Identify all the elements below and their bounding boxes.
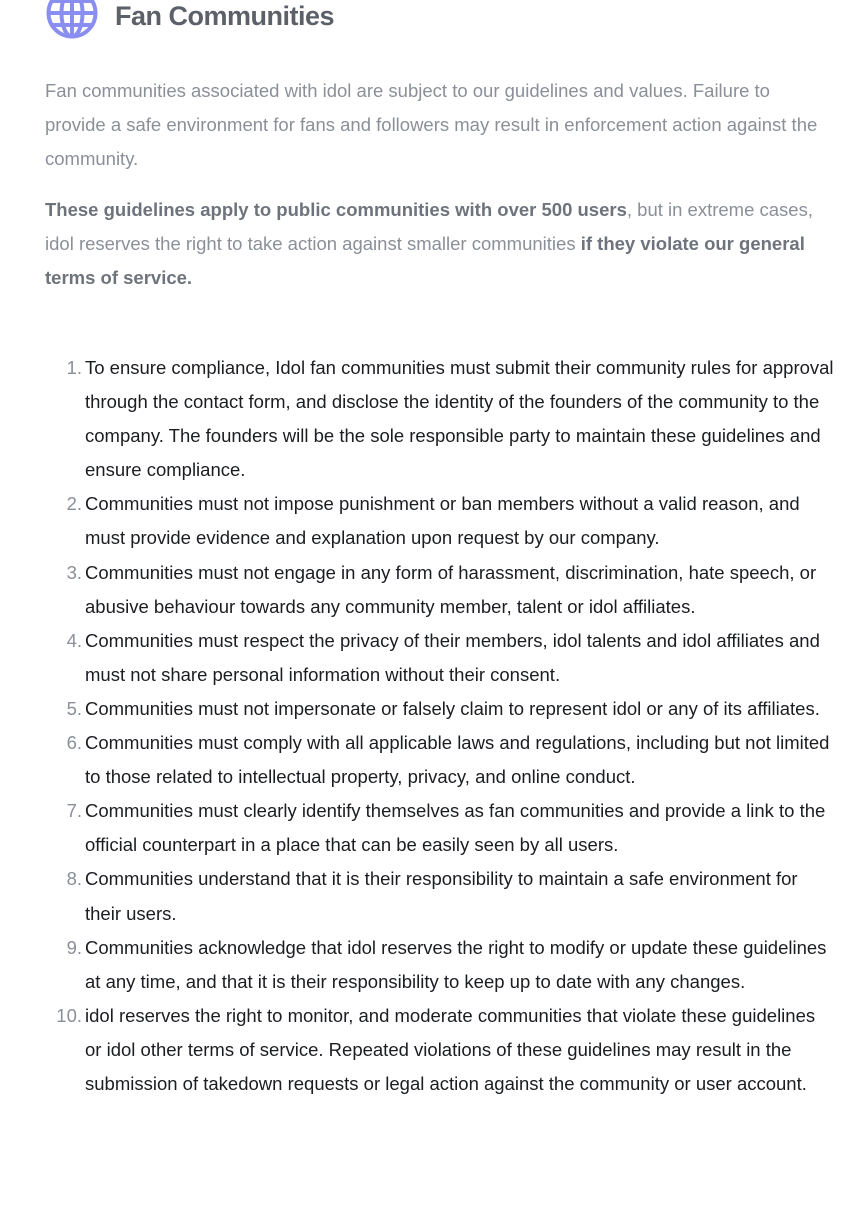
list-item	[0, 556, 864, 624]
list-item-text: Communities must comply with all applicable laws and regulations, including but not limited to those related to intellectual property, privacy, and online conduct.	[85, 732, 830, 788]
page-title: Fan Communities	[115, 1, 335, 31]
list-item	[0, 862, 864, 930]
list-item-number: 9.	[66, 936, 82, 958]
list-item-number: 5.	[66, 697, 82, 719]
list-item-number: 3.	[66, 561, 82, 583]
intro-paragraph: Fan communities associated with idol are subject to our guidelines and values. Failure to provide a safe environment for fans and followers may result in enforcement action against the community.	[45, 80, 818, 169]
list-item-text: Communities understand that it is their responsibility to maintain a safe environment for their users.	[85, 868, 798, 924]
scope-emphasis-tos: if they violate our general terms of service.	[45, 233, 805, 288]
scope-paragraph	[45, 193, 835, 295]
guidelines-list	[0, 351, 864, 1101]
list-item	[0, 931, 864, 999]
scope-text: , but in extreme cases, idol reserves the right to take action against smaller communities	[45, 199, 813, 254]
list-item-text: Communities acknowledge that idol reserves the right to modify or update these guidelines at any time, and that it is their responsibility to keep up to date with any changes.	[85, 936, 827, 992]
list-item-text: Communities must not engage in any form of harassment, discrimination, hate speech, or abusive behaviour towards any community member, talent or idol affiliates.	[85, 561, 817, 617]
list-item-number: 2.	[66, 493, 82, 515]
list-item-text: Communities must clearly identify themselves as fan communities and provide a link to the official counterpart in a place that can be easily seen by all users.	[85, 800, 826, 856]
globe-icon	[45, 0, 99, 48]
list-item-number: 7.	[66, 800, 82, 822]
list-item	[0, 726, 864, 794]
list-item-number: 1.	[66, 357, 82, 378]
list-item	[0, 487, 864, 555]
list-item-text: Communities must not impose punishment or ban members without a valid reason, and must provide evidence and explanation upon request by our company.	[85, 493, 800, 549]
list-item	[0, 624, 864, 692]
list-item-text: Communities must respect the privacy of their members, idol talents and idol affiliates and must not share personal information without their consent.	[85, 629, 820, 685]
list-item	[0, 794, 864, 862]
list-item-number: 6.	[66, 732, 82, 754]
list-item-text: idol reserves the right to monitor, and moderate communities that violate these guidelines or idol other terms of service. Repeated violations of these guidelines may result in the submission of takedown requests or legal action against the community or user account.	[85, 1004, 816, 1094]
list-item-text: To ensure compliance, Idol fan communities must submit their community rules for approval through the contact form, and disclose the identity of the founders of the community to the company. The founders will be the sole responsible party to maintain these guidelines and ensure compliance.	[85, 357, 834, 481]
list-item-text: Communities must not impersonate or falsely claim to represent idol or any of its affiliates.	[85, 697, 820, 719]
list-item	[0, 999, 864, 1101]
list-item-number: 4.	[66, 629, 82, 651]
list-item-number: 10.	[56, 1004, 82, 1026]
list-item	[0, 692, 864, 726]
list-item	[0, 351, 864, 487]
scope-emphasis-threshold: These guidelines apply to public communities with over 500 users	[45, 199, 627, 220]
list-item-number: 8.	[66, 868, 82, 890]
